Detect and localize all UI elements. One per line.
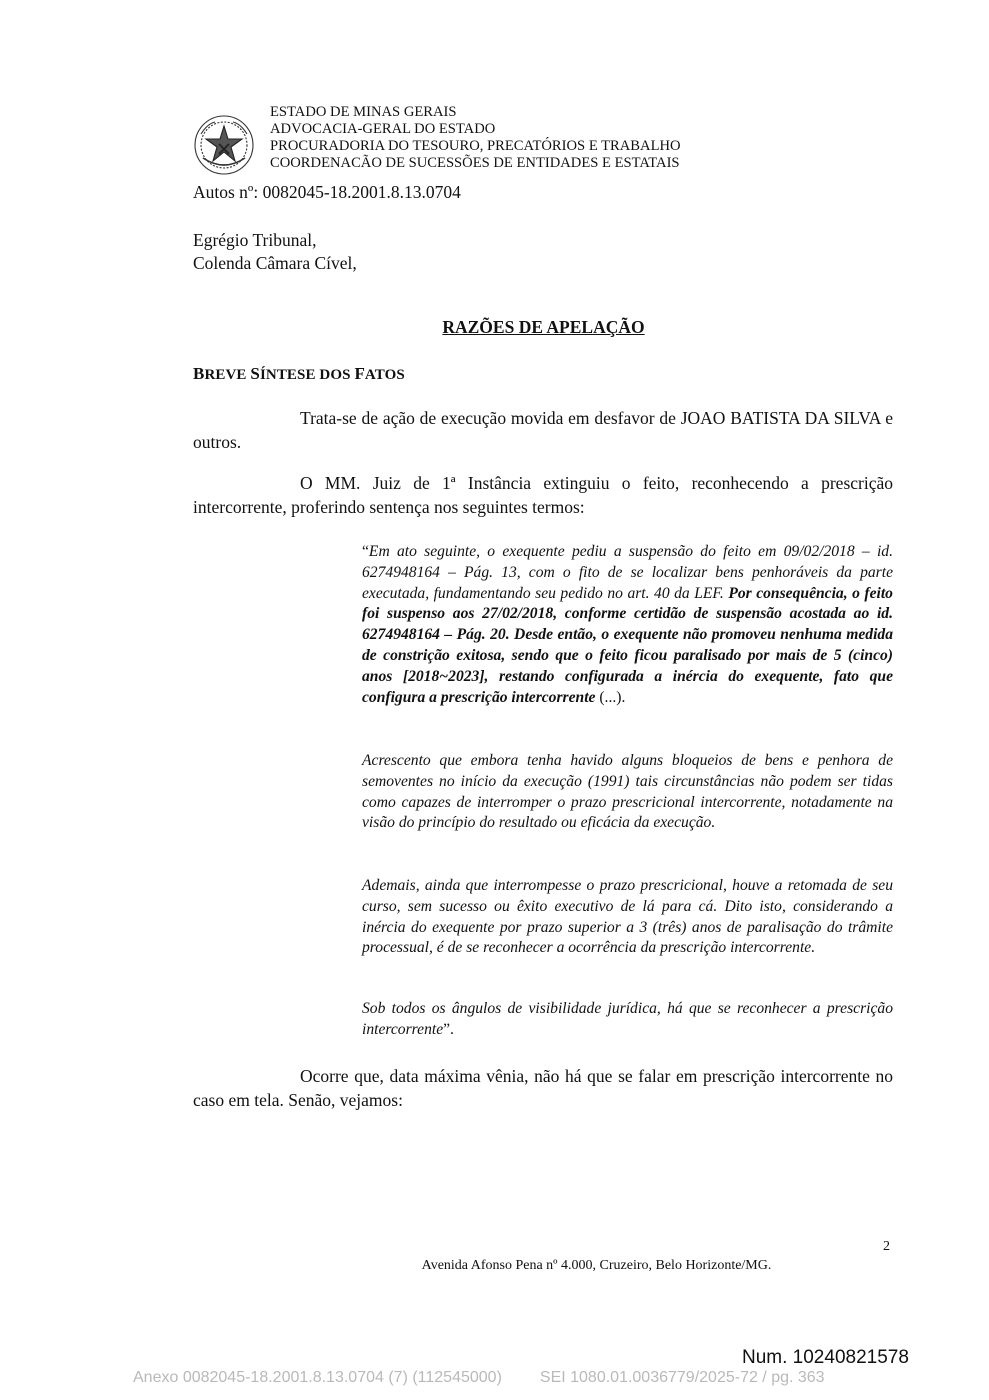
quote-paragraph: Acrescento que embora tenha havido alguns bloqueios de bens e penhora de semoventes no início da execução (1991) tais circunstâncias não podem ser tidas como capazes de interromper o prazo prescricional intercorrente, notadamente na visão do princípio do resultado ou eficácia da execução. <box>362 752 893 832</box>
sei-label: SEI 1080.01.0036779/2025-72 / pg. 363 <box>539 1369 825 1386</box>
document-title <box>0 317 989 338</box>
section-heading-part: ÍNTESE DOS <box>259 367 355 383</box>
document-id-stamp: Num. 10240821578 <box>742 1347 909 1368</box>
body-paragraph: O MM. Juiz de 1ª Instância extinguiu o feito, reconhecendo a prescrição intercorrente, proferindo sentença nos seguintes termos: <box>193 473 893 517</box>
document-title-text: RAZÕES DE APELAÇÃO <box>442 317 645 337</box>
section-heading-part: B <box>193 364 205 383</box>
body-paragraph: Ocorre que, data máxima vênia, não há que se falar em prescrição intercorrente no caso em tela. Senão, vejamos: <box>193 1066 893 1110</box>
minas-gerais-coat-of-arms-icon <box>193 114 255 176</box>
case-number: Autos nº: 0082045-18.2001.8.13.0704 <box>193 182 461 202</box>
annex-label: Anexo 0082045-18.2001.8.13.0704 (7) (112545000) <box>133 1369 502 1386</box>
section-heading-part: F <box>354 364 365 383</box>
quote-paragraph: Ademais, ainda que interrompesse o prazo prescricional, houve a retomada de seu curso, sem sucesso ou êxito executivo de lá para cá. Dito isto, considerando a inércia do exequente por prazo superior a 3 (três) anos de paralisação do trâmite processual, é de se reconhecer a ocorrência da prescrição intercorrente. <box>362 877 893 957</box>
quote-paragraph <box>362 999 893 1041</box>
quote-bold-text: Por consequência, o feito foi suspenso aos 27/02/2018, conforme certidão de suspensão acostada ao id. 6274948164 – Pág. 20. Desde então, o exequente não promoveu nenhuma medida de constrição exitosa, sendo que o feito ficou paralisado por mais de 5 (cinco) anos [2018~2023], restando configurada a inércia do exequente, fato que configura a prescrição intercorrente <box>362 584 893 706</box>
section-heading-part: ATOS <box>364 367 405 383</box>
letterhead-line: ADVOCACIA-GERAL DO ESTADO <box>270 121 496 137</box>
quote-text: Em ato seguinte, o exequente pediu a suspensão do feito em 09/02/2018 – id. 6274948164 – Pág. 13, com o fito de se localizar bens penhoráveis da parte executada, fundamentando seu pedido no art. 40 da LEF. <box>362 543 893 602</box>
open-quote: “ <box>362 543 369 560</box>
quote-ellipsis: (...). <box>595 688 626 706</box>
letterhead-line: PROCURADORIA DO TESOURO, PRECATÓRIOS E TRABALHO <box>270 138 681 154</box>
annex-watermark <box>133 1369 825 1387</box>
letterhead <box>270 104 681 172</box>
section-heading-part: REVE <box>204 367 251 383</box>
salutation-line: Colenda Câmara Cível, <box>193 253 357 273</box>
letterhead-line: ESTADO DE MINAS GERAIS <box>270 104 457 120</box>
footer-address: Avenida Afonso Pena nº 4.000, Cruzeiro, Belo Horizonte/MG. <box>421 1258 772 1273</box>
quote-paragraph <box>362 542 893 708</box>
section-heading <box>193 364 405 384</box>
quote-text: Sob todos os ângulos de visibilidade jurídica, há que se reconhecer a prescrição intercorrente <box>362 1000 893 1038</box>
section-heading-part: S <box>250 364 260 383</box>
letterhead-line: COORDENACÃO DE SUCESSÕES DE ENTIDADES E ESTATAIS <box>270 155 680 171</box>
salutation <box>193 229 357 275</box>
body-paragraph: Trata-se de ação de execução movida em desfavor de JOAO BATISTA DA SILVA e outros. <box>193 408 893 452</box>
salutation-line: Egrégio Tribunal, <box>193 230 317 250</box>
page-number: 2 <box>883 1239 890 1254</box>
close-quote: ”. <box>443 1020 454 1038</box>
